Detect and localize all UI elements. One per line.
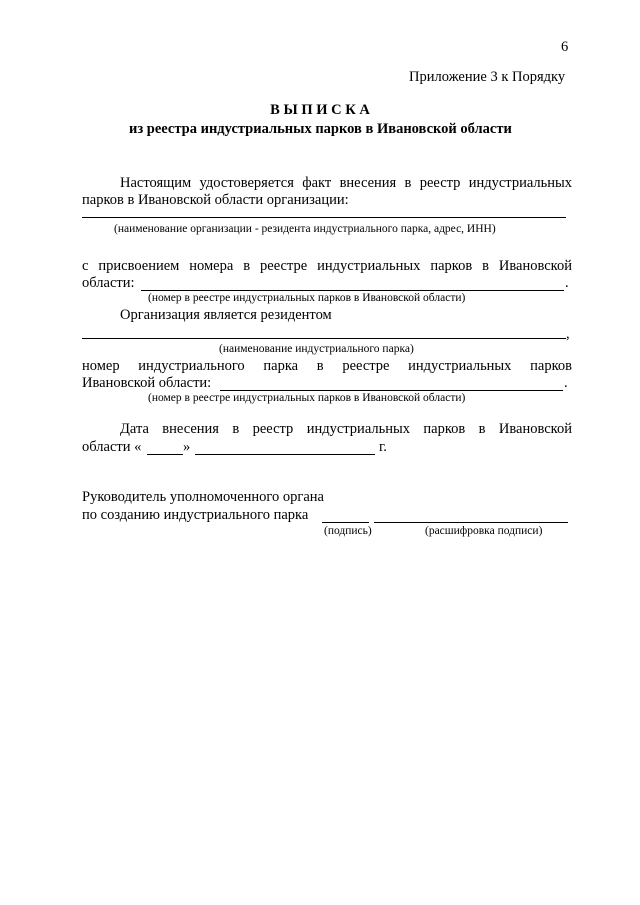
signature-line1: Руководитель уполномоченного органа	[82, 489, 324, 505]
para5-line2-mid: »	[183, 439, 191, 455]
para4-line2: Ивановской области:	[82, 375, 212, 391]
page-number: 6	[561, 39, 569, 55]
document-subtitle: из реестра индустриальных парков в Ивановской области	[129, 121, 512, 137]
para3-line1: Организация является резидентом	[120, 307, 332, 323]
para1-line2: парков в Ивановской области организации:	[82, 192, 349, 208]
para2-line1: с присвоением номера в реестре индустриальных парков в Ивановской	[82, 258, 572, 274]
signature-name-field-line	[374, 522, 568, 523]
signature-caption: (подпись)	[324, 525, 372, 537]
para4-end: .	[564, 375, 568, 391]
para5-line2-start: области «	[82, 439, 142, 455]
para2-line2: области:	[82, 275, 135, 291]
para5-line2-end: г.	[379, 439, 387, 455]
park-name-field-line	[82, 338, 566, 339]
para1-line1: Настоящим удостоверяется факт внесения в реестр индустриальных	[120, 175, 572, 191]
para3-end: ,	[566, 326, 570, 342]
para2-end: .	[565, 275, 569, 291]
signature-name-caption: (расшифровка подписи)	[425, 525, 543, 537]
date-month-field-line	[195, 454, 375, 455]
para4-line1: номер индустриального парка в реестре индустриальных парков	[82, 358, 572, 374]
organization-field-line	[82, 217, 566, 218]
date-day-field-line	[147, 454, 183, 455]
registry-number-field-line	[141, 290, 564, 291]
organization-field-caption: (наименование организации - резидента индустриального парка, адрес, ИНН)	[114, 223, 496, 235]
para5-line1: Дата внесения в реестр индустриальных парков в Ивановской	[120, 421, 572, 437]
signature-field-line	[322, 522, 369, 523]
park-number-caption: (номер в реестре индустриальных парков в Ивановской области)	[148, 392, 466, 404]
park-number-field-line	[220, 390, 563, 391]
document-title: В Ы П И С К А	[270, 102, 370, 118]
registry-number-caption: (номер в реестре индустриальных парков в Ивановской области)	[148, 292, 466, 304]
signature-line2: по созданию индустриального парка	[82, 507, 309, 523]
appendix-label: Приложение 3 к Порядку	[409, 69, 566, 85]
park-name-caption: (наименование индустриального парка)	[219, 343, 414, 355]
